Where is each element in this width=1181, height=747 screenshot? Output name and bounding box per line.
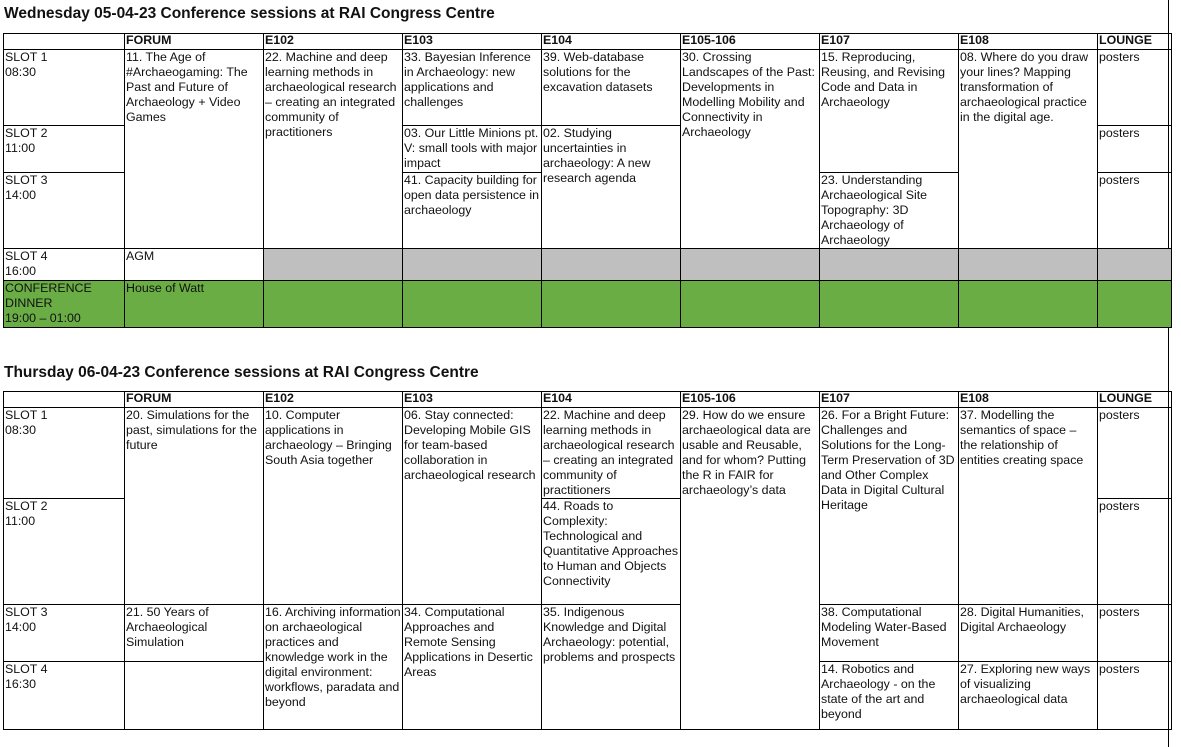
room-header-forum: FORUM xyxy=(125,34,264,50)
thursday-title: Thursday 06-04-23 Conference sessions at RAI Congress Centre xyxy=(4,364,479,381)
slot-label: SLOT 1 08:30 xyxy=(4,408,125,499)
room-header-e103: E103 xyxy=(403,34,542,50)
slot-row xyxy=(4,249,1172,281)
room-header-e104: E104 xyxy=(542,392,681,408)
slot-label: CONFERENCE DINNER 19:00 – 01:00 xyxy=(4,281,125,328)
session-cell: 15. Reproducing, Reusing, and Revising Code and Data in Archaeology xyxy=(820,50,959,173)
session-cell: 16. Archiving information on archaeological practices and knowledge work in the digital environment: workflows, paradata and beyond xyxy=(264,605,403,730)
thursday-schedule-table xyxy=(3,391,1172,730)
session-cell: 03. Our Little Minions pt. V: small tools with major impact xyxy=(403,126,542,173)
empty-cell xyxy=(542,249,681,281)
session-cell: 27. Exploring new ways of visualizing archaeological data xyxy=(959,662,1098,730)
session-cell: posters xyxy=(1098,173,1172,249)
empty-cell xyxy=(542,281,681,328)
session-cell: 33. Bayesian Inference in Archaeology: new applications and challenges xyxy=(403,50,542,126)
session-cell: 22. Machine and deep learning methods in archaeological research – creating an integrated community of practitioners xyxy=(264,50,403,249)
empty-cell xyxy=(403,281,542,328)
room-header-e108: E108 xyxy=(959,34,1098,50)
empty-cell xyxy=(959,281,1098,328)
session-cell: 44. Roads to Complexity: Technological and Quantitative Approaches to Human and Objects Connectivity xyxy=(542,499,681,605)
room-header-e108: E108 xyxy=(959,392,1098,408)
slot-label: SLOT 1 08:30 xyxy=(4,50,125,126)
session-cell: 10. Computer applications in archaeology – Bringing South Asia together xyxy=(264,408,403,605)
empty-cell xyxy=(1098,249,1172,281)
session-cell: posters xyxy=(1098,499,1172,605)
session-cell: 38. Computational Modeling Water-Based Movement xyxy=(820,605,959,662)
slot-label: SLOT 2 11:00 xyxy=(4,499,125,605)
corner-cell xyxy=(4,392,125,408)
empty-cell xyxy=(681,249,820,281)
empty-cell xyxy=(681,281,820,328)
dinner-row xyxy=(4,281,1172,328)
empty-cell xyxy=(1098,281,1172,328)
session-cell: 14. Robotics and Archaeology - on the state of the art and beyond xyxy=(820,662,959,730)
slot-row xyxy=(4,605,1172,662)
empty-cell xyxy=(959,249,1098,281)
session-cell: 34. Computational Approaches and Remote Sensing Applications in Desertic Areas xyxy=(403,605,542,730)
empty-cell xyxy=(264,249,403,281)
session-cell: 21. 50 Years of Archaeological Simulation xyxy=(125,605,264,662)
room-header-lounge: LOUNGE xyxy=(1098,392,1172,408)
session-cell: 11. The Age of #Archaeogaming: The Past and Future of Archaeology + Video Games xyxy=(125,50,264,249)
session-cell: 02. Studying uncertainties in archaeology: A new research agenda xyxy=(542,126,681,249)
session-cell: 22. Machine and deep learning methods in archaeological research – creating an integrated community of practitioners xyxy=(542,408,681,499)
session-cell: posters xyxy=(1098,605,1172,662)
header-row xyxy=(4,34,1172,50)
room-header-lounge: LOUNGE xyxy=(1098,34,1172,50)
corner-cell xyxy=(4,34,125,50)
room-header-e102: E102 xyxy=(264,392,403,408)
session-cell: 23. Understanding Archaeological Site Topography: 3D Archaeology of Archaeology xyxy=(820,173,959,249)
room-header-forum: FORUM xyxy=(125,392,264,408)
session-cell: House of Watt xyxy=(125,281,264,328)
room-header-e103: E103 xyxy=(403,392,542,408)
empty-cell xyxy=(264,281,403,328)
session-cell: 28. Digital Humanities, Digital Archaeology xyxy=(959,605,1098,662)
room-header-e104: E104 xyxy=(542,34,681,50)
room-header-e102: E102 xyxy=(264,34,403,50)
empty-cell xyxy=(403,249,542,281)
room-header-e105-106: E105-106 xyxy=(681,34,820,50)
room-header-e107: E107 xyxy=(820,392,959,408)
session-cell: posters xyxy=(1098,50,1172,126)
session-cell: 26. For a Bright Future: Challenges and Solutions for the Long-Term Preservation of 3D and Other Complex Data in Digital Cultural Heritage xyxy=(820,408,959,605)
slot-label: SLOT 4 16:30 xyxy=(4,662,125,730)
slot-row xyxy=(4,408,1172,499)
session-cell: 20. Simulations for the past, simulations for the future xyxy=(125,408,264,605)
session-cell: posters xyxy=(1098,662,1172,730)
session-cell: AGM xyxy=(125,249,264,281)
session-cell: 39. Web-database solutions for the excavation datasets xyxy=(542,50,681,126)
session-cell: 06. Stay connected: Developing Mobile GIS for team-based collaboration in archaeological research xyxy=(403,408,542,605)
slot-label: SLOT 3 14:00 xyxy=(4,605,125,662)
session-cell: 30. Crossing Landscapes of the Past: Developments in Modelling Mobility and Connectivity in Archaeology xyxy=(681,50,820,249)
session-cell: 08. Where do you draw your lines? Mapping transformation of archaeological practice in the digital age. xyxy=(959,50,1098,249)
header-row xyxy=(4,392,1172,408)
session-cell: 37. Modelling the semantics of space – the relationship of entities creating space xyxy=(959,408,1098,605)
session-cell: posters xyxy=(1098,126,1172,173)
wednesday-title: Wednesday 05-04-23 Conference sessions at RAI Congress Centre xyxy=(4,5,495,22)
session-cell: 35. Indigenous Knowledge and Digital Archaeology: potential, problems and prospects xyxy=(542,605,681,730)
empty-cell xyxy=(820,249,959,281)
slot-label: SLOT 2 11:00 xyxy=(4,126,125,173)
slot-label: SLOT 4 16:00 xyxy=(4,249,125,281)
empty-cell xyxy=(820,281,959,328)
session-cell: posters xyxy=(1098,408,1172,499)
empty-cell xyxy=(125,662,264,730)
wednesday-schedule-table xyxy=(3,33,1172,328)
room-header-e105-106: E105-106 xyxy=(681,392,820,408)
session-cell: 41. Capacity building for open data persistence in archaeology xyxy=(403,173,542,249)
slot-label: SLOT 3 14:00 xyxy=(4,173,125,249)
slot-row xyxy=(4,50,1172,126)
session-cell: 29. How do we ensure archaeological data are usable and Reusable, and for whom? Putting the R in FAIR for archaeology’s data xyxy=(681,408,820,730)
room-header-e107: E107 xyxy=(820,34,959,50)
